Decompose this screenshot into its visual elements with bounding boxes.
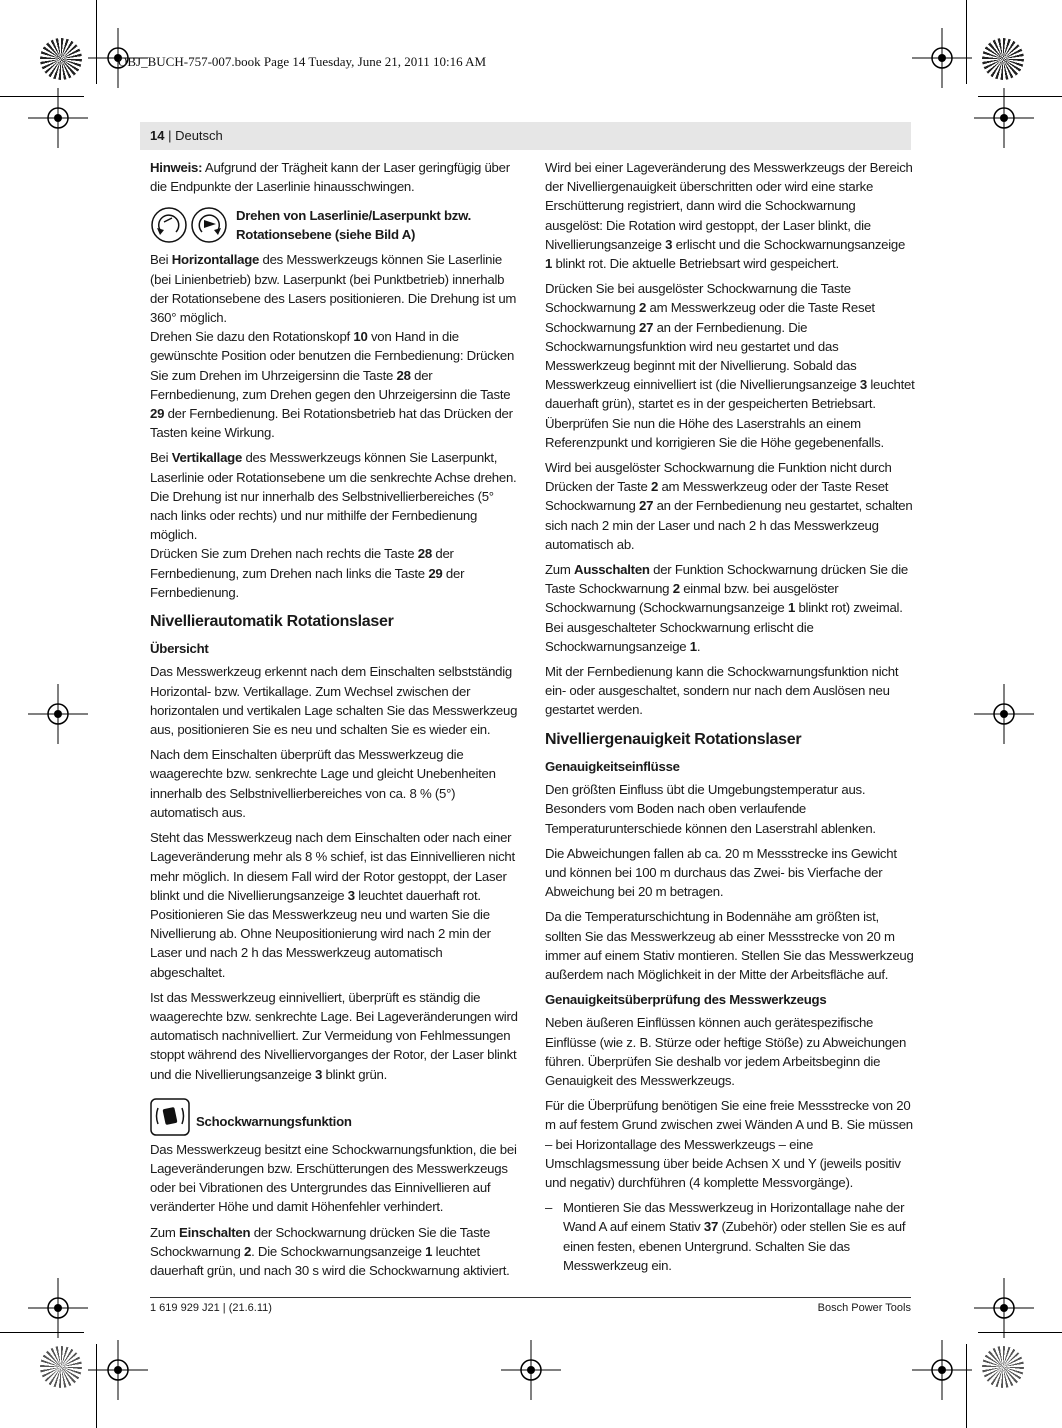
registration-crosshair [974, 1278, 1034, 1338]
crop-mark [966, 1344, 967, 1428]
page-header-bar [140, 122, 911, 150]
shock-heading: Schockwarnungsfunktion [196, 1114, 352, 1130]
paragraph: Steht das Messwerkzeug nach dem Einschalten oder nach einer Lageveränderung mehr als 8 % schief, ist das Einnivellieren nicht mehr möglich. In diesem Fall wird der Rotor gestoppt, der Laser blinkt und die Nivellierungsanzeige 3 leuchtet dauerhaft rot. Positionieren Sie das Messwerkzeug neu und warten Sie die Nivellierung ab. Ohne Neupositionierung wird nach 2 min der Laser und nach 2 h das Messwerkzeug automatisch abgeschaltet. [150, 830, 515, 980]
registration-crosshair [912, 28, 972, 88]
list-dash: – [545, 1200, 553, 1216]
paragraph: Zum Ausschalten der Funktion Schockwarnung drücken Sie die Taste Schockwarnung 2 einmal bzw. bei ausgelöster Schockwarnung (Schockwarnungsanzeige 1 blinkt rot) zweimal. Bei ausgeschalteter Schockwarnung erlischt die Schockwarnungsanzeige 1. [545, 562, 908, 654]
registration-crosshair [88, 1340, 148, 1400]
subheading-genauigkeitseinfluesse: Genauigkeitseinflüsse [545, 758, 680, 774]
registration-crosshair [28, 684, 88, 744]
header-language: Deutsch [175, 128, 223, 143]
shock-warning-icon [150, 1098, 190, 1136]
registration-crosshair [28, 1278, 88, 1338]
color-registration-mark [982, 1346, 1024, 1388]
rotate-counterclockwise-icon [150, 206, 188, 244]
paragraph: Zum Einschalten der Schockwarnung drücken Sie die Taste Schockwarnung 2. Die Schockwarnungsanzeige 1 leuchtet dauerhaft grün, und nach 30 s wird die Schockwarnung aktiviert. [150, 1224, 510, 1278]
registration-crosshair [974, 684, 1034, 744]
crop-mark [96, 0, 97, 84]
paragraph: Den größten Einfluss übt die Umgebungstemperatur aus. Besonders vom Boden nach oben verlaufende Temperaturunterschiede können den Laserstrahl ablenken. [545, 782, 876, 836]
horizontallage-paragraph: Bei Horizontallage des Messwerkzeugs können Sie Laserlinie (bei Linienbetrieb) bzw. Laserpunkt (bei Punktbetrieb) innerhalb der Rotationsebene des Lasers positionieren. Die Drehung ist um 360° möglich. [150, 252, 517, 326]
crop-mark [978, 96, 1062, 97]
section-heading-nivelliergenauigkeit: Nivelliergenauigkeit Rotationslaser [545, 730, 802, 748]
color-registration-mark [40, 1346, 82, 1388]
paragraph: Für die Überprüfung benötigen Sie eine freie Messstrecke von 20 m auf festem Grund zwischen zwei Wänden A und B. Sie müssen – bei Horizontallage des Messwerkzeugs – eine Umschlagsmessung über beide Achsen X und Y (jeweils positiv und negativ) durchführen (4 komplette Messvorgänge). [545, 1098, 913, 1190]
rotationskopf-paragraph: Drehen Sie dazu den Rotationskopf 10 von Hand in die gewünschte Position oder benutzen die Fernbedienung: Drücken Sie zum Drehen im Uhrzeigersinn die Taste 28 der Fernbedienung, zum Drehen gegen den Uhrzeigersinn die Taste 29 der Fernbedienung. Bei Rotationsbetrieb hat das Drücken der Tasten keine Wirkung. [150, 329, 515, 441]
paragraph: Neben äußeren Einflüssen können auch gerätespezifische Einflüsse (wie z. B. Stürze oder heftige Stöße) zu Abweichungen führen. Überprüfen Sie deshalb vor jedem Arbeitsbeginn die Genauigkeit des Messwerkzeugs. [545, 1015, 907, 1088]
page-number: 14 [150, 128, 165, 143]
registration-crosshair [28, 88, 88, 148]
crop-mark [966, 0, 967, 84]
color-registration-mark [40, 38, 82, 80]
page-header [150, 128, 223, 143]
section-heading-nivellierautomatik: Nivellierautomatik Rotationslaser [150, 613, 394, 631]
drehen-tasten-paragraph: Drücken Sie zum Drehen nach rechts die Taste 28 der Fernbedienung, zum Drehen nach links die Taste 29 der Fernbedienung. [150, 546, 465, 600]
registration-crosshair [912, 1340, 972, 1400]
vertikallage-paragraph: Bei Vertikallage des Messwerkzeugs können Sie Laserpunkt, Laserlinie oder Rotationsebene um die senkrechte Achse drehen. Die Drehung ist nur innerhalb des Selbstnivellierbereiches (5° nach links oder rechts) und nur mithilfe der Fernbedienung möglich. [150, 450, 517, 543]
paragraph: Mit der Fernbedienung kann die Schockwarnungsfunktion nicht ein- oder ausgeschaltet, sondern nur nach dem Auslösen neu gestartet werden. [545, 664, 899, 718]
paragraph: Das Messwerkzeug erkennt nach dem Einschalten selbstständig Horizontal- bzw. Vertikallage. Zum Wechsel zwischen der horizontalen und vertikalen Lage schalten Sie das Messwerkzeug aus, positionieren Sie es neu und schalten Sie es wieder ein. [150, 664, 518, 738]
subheading-uebersicht: Übersicht [150, 641, 209, 657]
shock-heading-row [150, 1098, 520, 1136]
paragraph: Da die Temperaturschichtung in Bodennähe am größten ist, sollten Sie das Messwerkzeug ab einer Messstrecke von 20 m immer auf einem Stativ montieren. Stellen Sie das Messwerkzeug außerdem nach Möglichkeit in der Mitte der Arbeitsfläche auf. [545, 909, 914, 982]
color-registration-mark [982, 38, 1024, 80]
paragraph: Ist das Messwerkzeug einnivelliert, überprüft es ständig die waagerechte bzw. senkrechte Lage. Bei Lageveränderungen wird automatisch nachnivelliert. Zur Vermeidung von Fehlmessungen stoppt während des Nivelliervorganges der Rotor, der Laser blinkt und die Nivellierungsanzeige 3 blinkt grün. [150, 989, 518, 1082]
header-separator: | [164, 128, 176, 143]
paragraph: Wird bei ausgelöster Schockwarnung die Funktion nicht durch Drücken der Taste 2 am Messwerkzeug oder der Taste Reset Schockwarnung 27 an der Fernbedienung neu gestartet, schalten sich nach 2 min der Laser und nach 2 h das Messwerkzeug automatisch ab. [545, 460, 913, 552]
registration-crosshair [974, 88, 1034, 148]
drehen-heading: Drehen von Laserlinie/Laserpunkt bzw. Rotationsebene (siehe Bild A) [236, 208, 472, 243]
footer-doc-number: 1 619 929 J21 | (21.6.11) [150, 1302, 272, 1314]
left-column [150, 158, 520, 1286]
list-item [545, 1198, 915, 1275]
drehen-heading-row [150, 206, 520, 246]
paragraph: Wird bei einer Lageveränderung des Messwerkzeugs der Bereich der Nivelliergenauigkeit überschritten oder wird eine starke Erschütterung registriert, dann wird die Schockwarnung ausgelöst: Die Rotation wird gestoppt, der Laser blinkt, die Nivellierungsanzeige 3 erlischt und die Schockwarnungsanzeige 1 blinkt rot. Die aktuelle Betriebsart wird gespeichert. [545, 160, 913, 272]
print-info-line: OBJ_BUCH-757-007.book Page 14 Tuesday, June 21, 2011 10:16 AM [118, 54, 487, 69]
footer-brand: Bosch Power Tools [817, 1302, 911, 1314]
paragraph: Drücken Sie bei ausgelöster Schockwarnung die Taste Schockwarnung 2 am Messwerkzeug oder die Taste Reset Schockwarnung 27 an der Fernbedienung. Die Schockwarnungsfunktion wird neu gestartet und das Messwerkzeug beginnt mit der Nivellierung. Sobald das Messwerkzeug einnivelliert ist (die Nivellierungsanzeige 3 leuchtet dauerhaft grün), startet es in der gespeicherten Betriebsart. Überprüfen Sie nun die Höhe des Laserstrahls an einem Referenzpunkt und korrigieren Sie die Höhe gegebenenfalls. [545, 281, 915, 450]
crop-mark [0, 1332, 84, 1333]
right-column [545, 158, 915, 1275]
list-item-text: Montieren Sie das Messwerkzeug in Horizontallage nahe der Wand A auf einem Stativ 37 (Zubehör) oder stellen Sie es auf einen festen, ebenen Untergrund. Schalten Sie das Messwerkzeug ein. [563, 1200, 906, 1273]
crop-mark [96, 1344, 97, 1428]
paragraph: Das Messwerkzeug besitzt eine Schockwarnungsfunktion, die bei Lageveränderungen bzw. Erschütterungen des Messwerkzeugs oder bei Vibrationen des Untergrundes das Einnivellieren auf veränderter Höhe und damit Höhenfehler verhindert. [150, 1141, 517, 1215]
paragraph: Nach dem Einschalten überprüft das Messwerkzeug die waagerechte bzw. senkrechte Lage und gleicht Unebenheiten innerhalb des Selbstnivellierbereiches von ca. 8 % (5°) automatisch aus. [150, 747, 496, 820]
crop-mark [978, 1332, 1062, 1333]
rotate-clockwise-icon [190, 206, 228, 244]
crop-mark [0, 96, 84, 97]
hinweis-paragraph: Hinweis: Aufgrund der Trägheit kann der Laser geringfügig über die Endpunkte der Laserlinie hinausschwingen. [150, 160, 510, 195]
registration-crosshair [501, 1340, 561, 1400]
subheading-genauigkeitsueberpruefung: Genauigkeitsüberprüfung des Messwerkzeugs [545, 992, 827, 1008]
paragraph: Die Abweichungen fallen ab ca. 20 m Messstrecke ins Gewicht und können bei 100 m durchaus das Zwei- bis Vierfache der Abweichung bei 20 m betragen. [545, 845, 897, 900]
rotate-icons [150, 206, 228, 246]
page-footer [150, 1297, 911, 1314]
